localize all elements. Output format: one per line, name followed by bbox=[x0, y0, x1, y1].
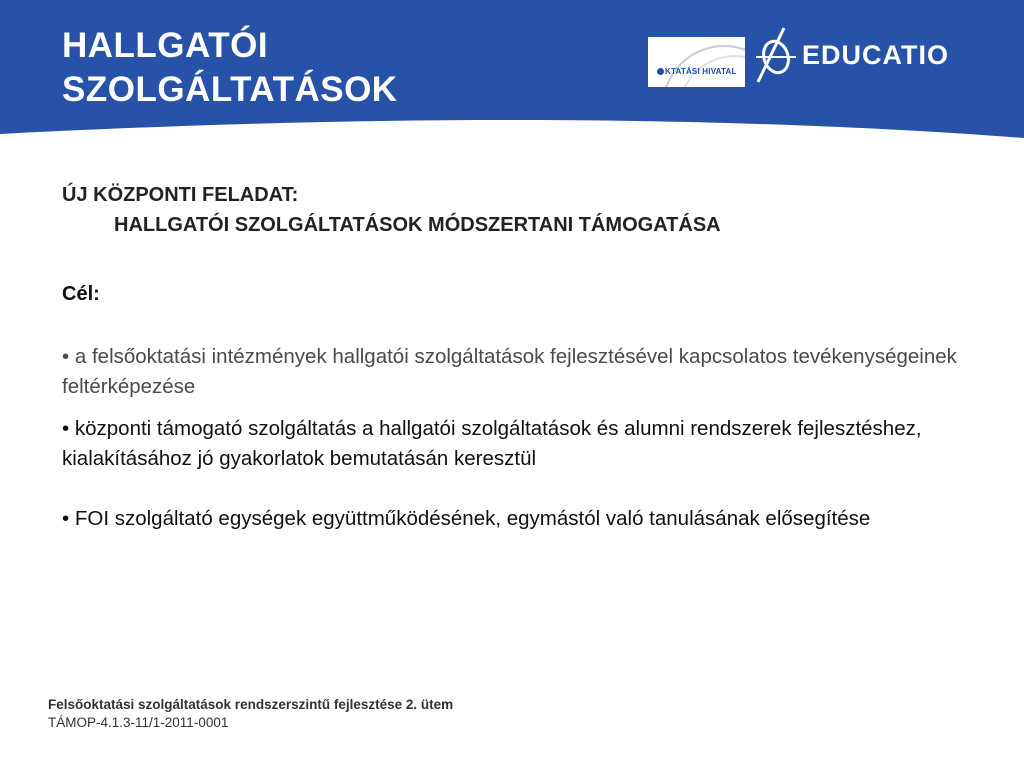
footer bbox=[48, 696, 453, 732]
educatio-wordmark: EDUCATIO bbox=[802, 40, 949, 70]
task-heading-line-1: ÚJ KÖZPONTI FELADAT: bbox=[62, 184, 299, 206]
goal-bullet-3: • FOI szolgáltató egységek együttműködésének, egymástól való tanulásának elősegítése bbox=[62, 507, 871, 530]
goal-label: Cél: bbox=[62, 283, 100, 305]
task-heading bbox=[62, 180, 972, 240]
oktatasi-hivatal-logo bbox=[648, 37, 745, 87]
main-content bbox=[62, 180, 972, 534]
footer-project-code: TÁMOP-4.1.3-11/1-2011-0001 bbox=[48, 715, 229, 730]
task-heading-line-2: HALLGATÓI SZOLGÁLTATÁSOK MÓDSZERTANI TÁMOGATÁSA bbox=[114, 214, 721, 236]
title-line-1: HALLGATÓI bbox=[62, 26, 269, 65]
goal-bullet-1: • a felsőoktatási intézmények hallgatói szolgáltatások fejlesztésével kapcsolatos tevékenységeinek feltérképezése bbox=[62, 345, 957, 398]
educatio-emblem-icon bbox=[754, 26, 804, 86]
educatio-logo bbox=[754, 26, 974, 86]
goal-list bbox=[62, 342, 972, 534]
footer-project-title: Felsőoktatási szolgáltatások rendszerszintű fejlesztése 2. ütem bbox=[48, 697, 454, 712]
logo-dot-icon bbox=[657, 68, 664, 75]
logo-hivatal-text: KTATÁSI HIVATAL bbox=[665, 67, 737, 76]
title-line-2: SZOLGÁLTATÁSOK bbox=[62, 70, 398, 109]
header-band bbox=[0, 0, 1024, 140]
page-title bbox=[62, 24, 398, 112]
goal-bullet-2: • központi támogató szolgáltatás a hallgatói szolgáltatások és alumni rendszerek fejlesztéshez, kialakításához jó gyakorlatok bemutatásán keresztül bbox=[62, 417, 922, 470]
